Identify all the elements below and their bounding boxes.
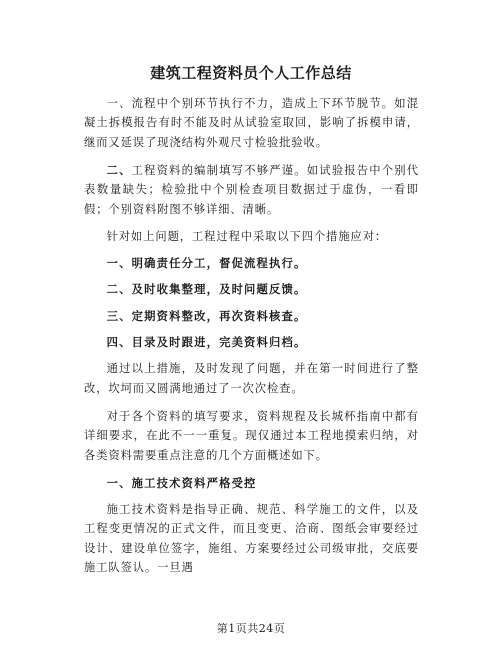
document-title: 建筑工程资料员个人工作总结: [150, 64, 352, 82]
issue-1-text: 一、流程中个别环节执行不力，造成上下环节脱节。如混凝土拆模报告有时不能及时从试验室取回，影响了拆模申请，继而又延误了现浇结构外观尺寸检验批验收。: [84, 97, 419, 149]
paragraph-requirements: 对于各个资料的填写要求，资料规程及长城杯指南中都有详细要求，在此不一一重复。现仅通过本工程地摸索归纳，对各类资料需要重点注意的几个方面概述如下。: [84, 409, 419, 462]
measure-3-heading: 三、定期资料整改，再次资料核查。: [106, 309, 307, 323]
paragraph-technical-docs: 施工技术资料是指导正确、规范、科学施工的文件，以及工程变更情况的正式文件，而且变更、洽商、图纸会审要经过设计、建设单位签字，施组、方案要经过公司级审批，交底要施工队签认。一旦遇: [84, 502, 419, 575]
paragraph-issue-1: [84, 94, 419, 152]
measure-1-heading: 一、明确责任分工，督促流程执行。: [106, 256, 307, 270]
paragraph-measures-intro: 针对如上问题，工程过程中采取以下四个措施应对：: [106, 230, 388, 244]
measure-2-heading: 二、及时收集整理，及时问题反馈。: [106, 283, 307, 297]
page-number-footer: 第1页共24页: [216, 622, 286, 635]
issue-2-lead: 二、: [106, 163, 132, 177]
paragraph-issue-2: [84, 161, 419, 219]
issue-2-text: 工程资料的编制填写不够严谨。如试验报告中个别代表数量缺失；检验批中个别检查项目数据过于虚伪，一看即假；个别资料附图不够详细、清晰。: [84, 163, 420, 216]
measure-4-heading: 四、目录及时跟进，完美资料归档。: [106, 336, 307, 350]
paragraph-result: 通过以上措施，及时发现了问题，并在第一时间进行了整改，坎坷而又圆满地通过了一次次检查。: [84, 362, 419, 395]
section-1-heading: 一、施工技术资料严格受控: [106, 476, 257, 490]
document-body: [84, 94, 419, 586]
